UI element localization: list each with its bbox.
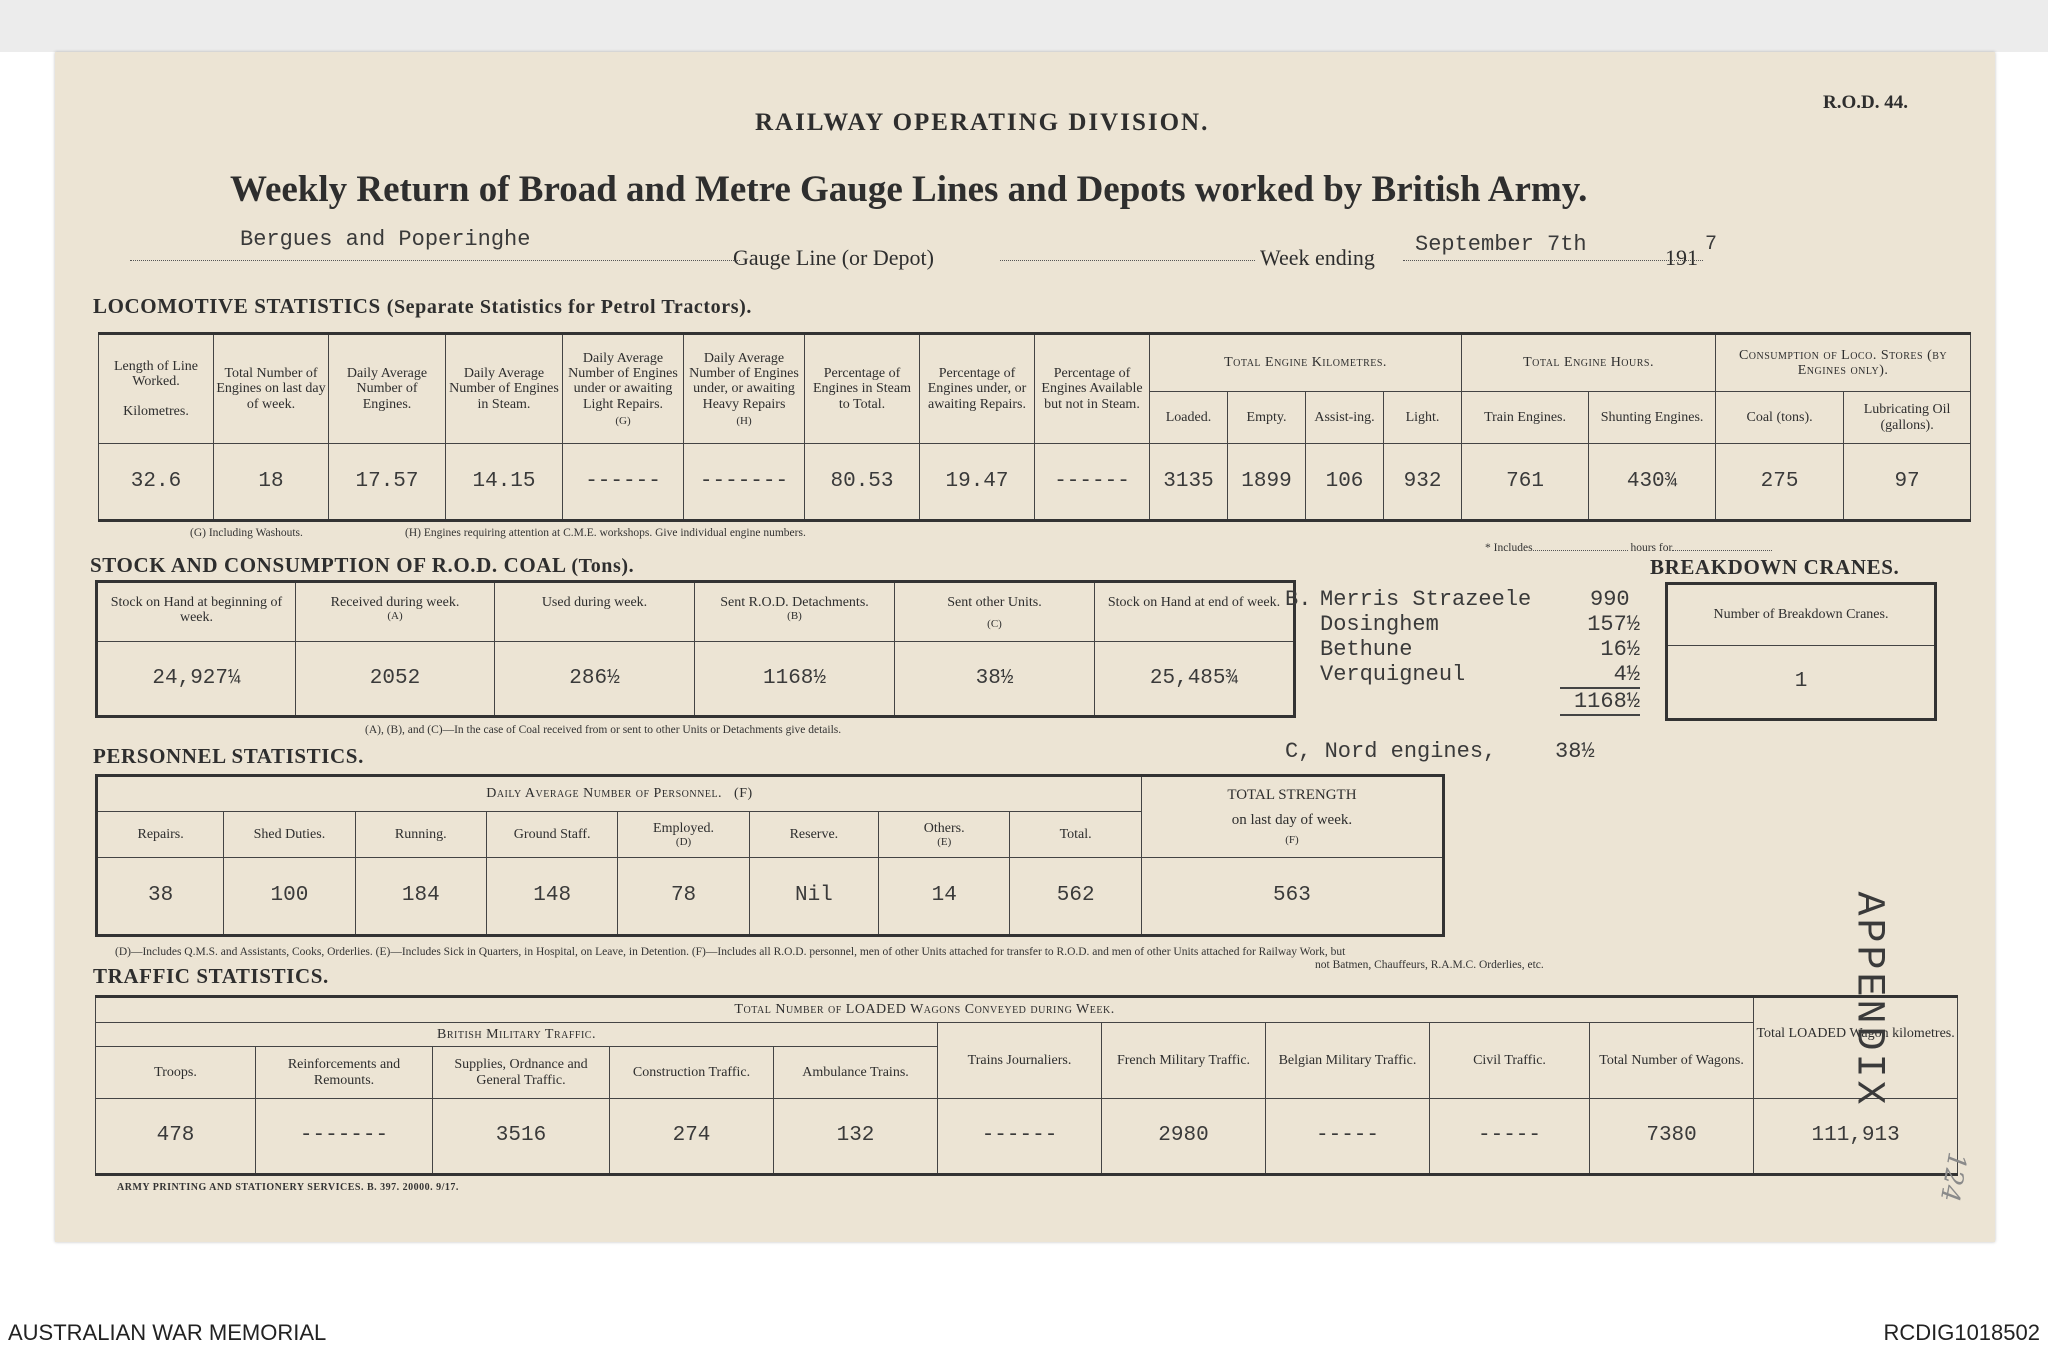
- value-repairs: 38: [97, 858, 224, 936]
- value-used: 286½: [495, 642, 695, 717]
- gauge-dots: [1000, 260, 1255, 261]
- year-suffix: 7: [1705, 233, 1718, 256]
- value-sent-rod: 1168½: [695, 642, 895, 717]
- value-pct-steam: 80.53: [805, 444, 920, 521]
- header-received-ref: (A): [387, 610, 403, 623]
- value-wagon-km: 111,913: [1754, 1099, 1958, 1175]
- header-length-text: Length of Line Worked.: [114, 358, 198, 390]
- header-length-unit: Kilometres.: [123, 403, 189, 419]
- traffic-top-header: Total Number of LOADED Wagons Conveyed during Week.: [96, 997, 1754, 1023]
- note-h: (H) Engines requiring attention at C.M.E. workshops. Give individual engine numbers.: [405, 527, 806, 539]
- value-total-wagons: 7380: [1590, 1099, 1754, 1175]
- coal-subtitle: (Tons).: [571, 555, 635, 577]
- traffic-british-header: British Military Traffic.: [96, 1023, 938, 1047]
- header-daily-avg-steam: Daily Average Number of Engines in Steam.: [446, 334, 563, 444]
- header-wagon-km: Total LOADED Wagon kilometres.: [1754, 997, 1958, 1099]
- gauge-label: Gauge Line (or Depot): [733, 245, 934, 270]
- value-supplies: 3516: [433, 1099, 610, 1175]
- personnel-note-1: (D)—Includes Q.M.S. and Assistants, Cooks, Orderlies. (E)—Includes Sick in Quarters, in Hospital, on Leave, in Detention. (F)—Includes all R.O.D. personnel, men of other Units attached for transfer to R.O.D. and men of other Units attached for Railway Work, but: [115, 946, 1346, 958]
- footer-right: RCDIG1018502: [1883, 1320, 2040, 1345]
- header-reserve: Reserve.: [749, 812, 878, 858]
- value-light-repairs: ------: [563, 444, 684, 521]
- header-total: Total.: [1010, 812, 1141, 858]
- year-prefix: 191: [1665, 245, 1698, 270]
- header-pct-repairs: Percentage of Engines under, or awaiting Repairs.: [920, 334, 1035, 444]
- header-french-military: French Military Traffic.: [1102, 1023, 1266, 1099]
- value-total-engines: 18: [214, 444, 329, 521]
- value-cranes: 1: [1667, 646, 1936, 720]
- includes-note-a: * Includes: [1485, 542, 1533, 554]
- value-hours-train: 761: [1462, 444, 1589, 521]
- header-km-group: Total Engine Kilometres.: [1150, 334, 1462, 392]
- main-title: Weekly Return of Broad and Metre Gauge Lines and Depots worked by British Army.: [230, 169, 1588, 210]
- header-heavy-repairs-ref: (H): [736, 415, 752, 428]
- value-sent-other: 38½: [895, 642, 1095, 717]
- header-others-ref: (E): [937, 836, 952, 849]
- header-heavy-repairs: [684, 334, 805, 444]
- header-stock-end: Stock on Hand at end of week.: [1095, 582, 1295, 642]
- header-repairs: Repairs.: [97, 812, 224, 858]
- header-light-repairs-text: Daily Average Number of Engines under or awaiting Light Repairs.: [568, 350, 678, 412]
- header-employed-text: Employed.: [653, 820, 715, 836]
- header-pct-steam: Percentage of Engines in Steam to Total.: [805, 334, 920, 444]
- coal-detail-row: [1285, 612, 1640, 637]
- locomotive-title: LOCOMOTIVE STATISTICS: [93, 294, 381, 318]
- locomotive-table: [98, 332, 1971, 522]
- value-daily-avg-steam: 14.15: [446, 444, 563, 521]
- includes-note-b: hours for: [1630, 542, 1673, 554]
- personnel-group-ref: (F): [734, 786, 753, 802]
- header-shed-duties: Shed Duties.: [224, 812, 355, 858]
- coal-detail-place: Dosinghem: [1320, 612, 1439, 637]
- value-others: 14: [879, 858, 1010, 936]
- coal-detail-place: Merris Strazeele: [1320, 587, 1532, 612]
- coal-details-total: 1168½: [1560, 687, 1640, 716]
- header-sent-other-ref: (C): [987, 618, 1002, 631]
- coal-c-detail: [1285, 739, 1595, 764]
- value-stock-end: 25,485¾: [1095, 642, 1295, 717]
- header-stores-coal: Coal (tons).: [1716, 392, 1844, 444]
- header-cranes: Number of Breakdown Cranes.: [1667, 584, 1936, 646]
- header-km-empty: Empty.: [1228, 392, 1306, 444]
- value-km-light: 932: [1384, 444, 1462, 521]
- week-label: Week ending: [1260, 245, 1375, 270]
- value-hours-shunting: 430¾: [1589, 444, 1716, 521]
- header-light-repairs-ref: (G): [615, 415, 631, 428]
- coal-detail-total-row: [1285, 687, 1640, 716]
- header-km-assisting: Assist-ing.: [1306, 392, 1384, 444]
- appendix-stamp: APPENDIX: [1845, 891, 1891, 1108]
- personnel-section-title: PERSONNEL STATISTICS.: [93, 744, 364, 768]
- header-sent-other: [895, 582, 1095, 642]
- header-light-repairs: [563, 334, 684, 444]
- value-heavy-repairs: -------: [684, 444, 805, 521]
- week-value: September 7th: [1415, 232, 1587, 257]
- form-number: R.O.D. 44.: [1823, 92, 1908, 113]
- traffic-table: [95, 995, 1958, 1176]
- header-civil-traffic: Civil Traffic.: [1430, 1023, 1590, 1099]
- header-employed-ref: (D): [675, 836, 692, 849]
- value-ground-staff: 148: [486, 858, 617, 936]
- header-km-light: Light.: [1384, 392, 1462, 444]
- header-hours-group: Total Engine Hours.: [1462, 334, 1716, 392]
- header-hours-train: Train Engines.: [1462, 392, 1589, 444]
- coal-c-label: C, Nord engines,: [1285, 739, 1497, 764]
- top-band: [0, 0, 2048, 52]
- header-km-loaded: Loaded.: [1150, 392, 1228, 444]
- footer-left: AUSTRALIAN WAR MEMORIAL: [8, 1320, 327, 1345]
- traffic-section-title: TRAFFIC STATISTICS.: [93, 964, 329, 988]
- coal-note: (A), (B), and (C)—In the case of Coal received from or sent to other Units or Detachments give details.: [365, 724, 842, 736]
- coal-details: [1285, 587, 1640, 716]
- value-stock-begin: 24,927¼: [97, 642, 296, 717]
- header-supplies: Supplies, Ordnance and General Traffic.: [433, 1047, 610, 1099]
- header-troops: Troops.: [96, 1047, 256, 1099]
- value-daily-avg-engines: 17.57: [329, 444, 446, 521]
- header-trains-journaliers: Trains Journaliers.: [938, 1023, 1102, 1099]
- value-ambulance: 132: [774, 1099, 938, 1175]
- value-french-military: 2980: [1102, 1099, 1266, 1175]
- personnel-group-title: Daily Average Number of Personnel.: [486, 786, 723, 802]
- header-total-strength-ref: (F): [1285, 834, 1299, 847]
- coal-detail-place: Verquigneul: [1320, 662, 1466, 687]
- coal-table: [95, 580, 1296, 718]
- line-name-value: Bergues and Poperinghe: [240, 227, 531, 252]
- header-belgian-military: Belgian Military Traffic.: [1266, 1023, 1430, 1099]
- header-sent-rod-text: Sent R.O.D. Detachments.: [720, 595, 869, 610]
- value-stores-coal: 275: [1716, 444, 1844, 521]
- header-length: [99, 334, 214, 444]
- value-trains-journaliers: ------: [938, 1099, 1102, 1175]
- value-reserve: Nil: [749, 858, 878, 936]
- header-received: [296, 582, 495, 642]
- value-shed-duties: 100: [224, 858, 355, 936]
- coal-section-title: [90, 553, 634, 578]
- value-construction: 274: [610, 1099, 774, 1175]
- value-reinforcements: -------: [256, 1099, 433, 1175]
- coal-details-prefix: B.: [1285, 587, 1312, 612]
- header-construction: Construction Traffic.: [610, 1047, 774, 1099]
- cranes-table: [1665, 582, 1937, 721]
- header-total-strength: [1141, 776, 1443, 858]
- note-g: (G) Including Washouts.: [190, 527, 303, 539]
- value-total-strength: 563: [1141, 858, 1443, 936]
- week-field: [1403, 260, 1703, 261]
- coal-detail-row: [1285, 662, 1640, 687]
- margin-handwriting: 124: [1933, 1149, 1972, 1205]
- value-pct-repairs: 19.47: [920, 444, 1035, 521]
- value-pct-available: ------: [1035, 444, 1150, 521]
- header-heavy-repairs-text: Daily Average Number of Engines under, or awaiting Heavy Repairs: [689, 350, 799, 412]
- coal-detail-row: [1285, 637, 1640, 662]
- header-reinforcements: Reinforcements and Remounts.: [256, 1047, 433, 1099]
- value-received: 2052: [296, 642, 495, 717]
- value-km-assisting: 106: [1306, 444, 1384, 521]
- header-used: Used during week.: [495, 582, 695, 642]
- locomotive-subtitle: (Separate Statistics for Petrol Tractors).: [386, 296, 752, 318]
- personnel-note-2: not Batmen, Chauffeurs, R.A.M.C. Orderlies, etc.: [1315, 959, 1544, 971]
- header-stores-oil: Lubricating Oil (gallons).: [1844, 392, 1971, 444]
- personnel-table: [95, 774, 1445, 937]
- cranes-section-title: BREAKDOWN CRANES.: [1650, 555, 1900, 579]
- value-employed: 78: [618, 858, 749, 936]
- header-others-text: Others.: [923, 820, 965, 836]
- header-pct-available: Percentage of Engines Available but not in Steam.: [1035, 334, 1150, 444]
- header-ambulance: Ambulance Trains.: [774, 1047, 938, 1099]
- document-sheet: [55, 52, 1995, 1242]
- header-stock-begin: Stock on Hand at beginning of week.: [97, 582, 296, 642]
- value-stores-oil: 97: [1844, 444, 1971, 521]
- includes-note: [1485, 542, 1772, 554]
- header-daily-avg-engines: Daily Average Number of Engines.: [329, 334, 446, 444]
- header-total-engines: Total Number of Engines on last day of week.: [214, 334, 329, 444]
- value-belgian-military: -----: [1266, 1099, 1430, 1175]
- coal-detail-amount: 16½: [1600, 637, 1640, 662]
- value-running: 184: [355, 858, 486, 936]
- value-length: 32.6: [99, 444, 214, 521]
- line-name: [130, 227, 740, 261]
- header-others: [879, 812, 1010, 858]
- header-total-wagons: Total Number of Wagons.: [1590, 1023, 1754, 1099]
- locomotive-section-title: [93, 294, 752, 319]
- value-km-loaded: 3135: [1150, 444, 1228, 521]
- header-hours-shunting: Shunting Engines.: [1589, 392, 1716, 444]
- printer-note: ARMY PRINTING AND STATIONERY SERVICES. B. 397. 20000. 9/17.: [117, 1182, 459, 1193]
- header-sent-rod-ref: (B): [787, 610, 802, 623]
- header-total-strength-sub: on last day of week.: [1231, 811, 1353, 828]
- header-total-strength-title: TOTAL STRENGTH: [1227, 787, 1357, 804]
- header-employed: [618, 812, 749, 858]
- value-troops: 478: [96, 1099, 256, 1175]
- coal-detail-row: [1285, 587, 1640, 612]
- header-received-text: Received during week.: [330, 595, 460, 610]
- coal-detail-amount: 157½: [1587, 612, 1640, 637]
- header-stores-group: Consumption of Loco. Stores (by Engines only).: [1716, 334, 1971, 392]
- header-sent-other-text: Sent other Units.: [947, 595, 1042, 610]
- coal-title: STOCK AND CONSUMPTION OF R.O.D. COAL: [90, 553, 566, 577]
- coal-detail-amount: 4½: [1613, 662, 1640, 687]
- header-running: Running.: [355, 812, 486, 858]
- header-sent-rod: [695, 582, 895, 642]
- coal-c-amount: 38½: [1555, 739, 1595, 764]
- division-title: RAILWAY OPERATING DIVISION.: [755, 109, 1210, 136]
- header-ground-staff: Ground Staff.: [486, 812, 617, 858]
- value-km-empty: 1899: [1228, 444, 1306, 521]
- coal-detail-amount: 990: [1590, 587, 1630, 612]
- value-civil-traffic: -----: [1430, 1099, 1590, 1175]
- value-total: 562: [1010, 858, 1141, 936]
- personnel-group-header: [97, 776, 1142, 812]
- coal-detail-place: Bethune: [1320, 637, 1413, 662]
